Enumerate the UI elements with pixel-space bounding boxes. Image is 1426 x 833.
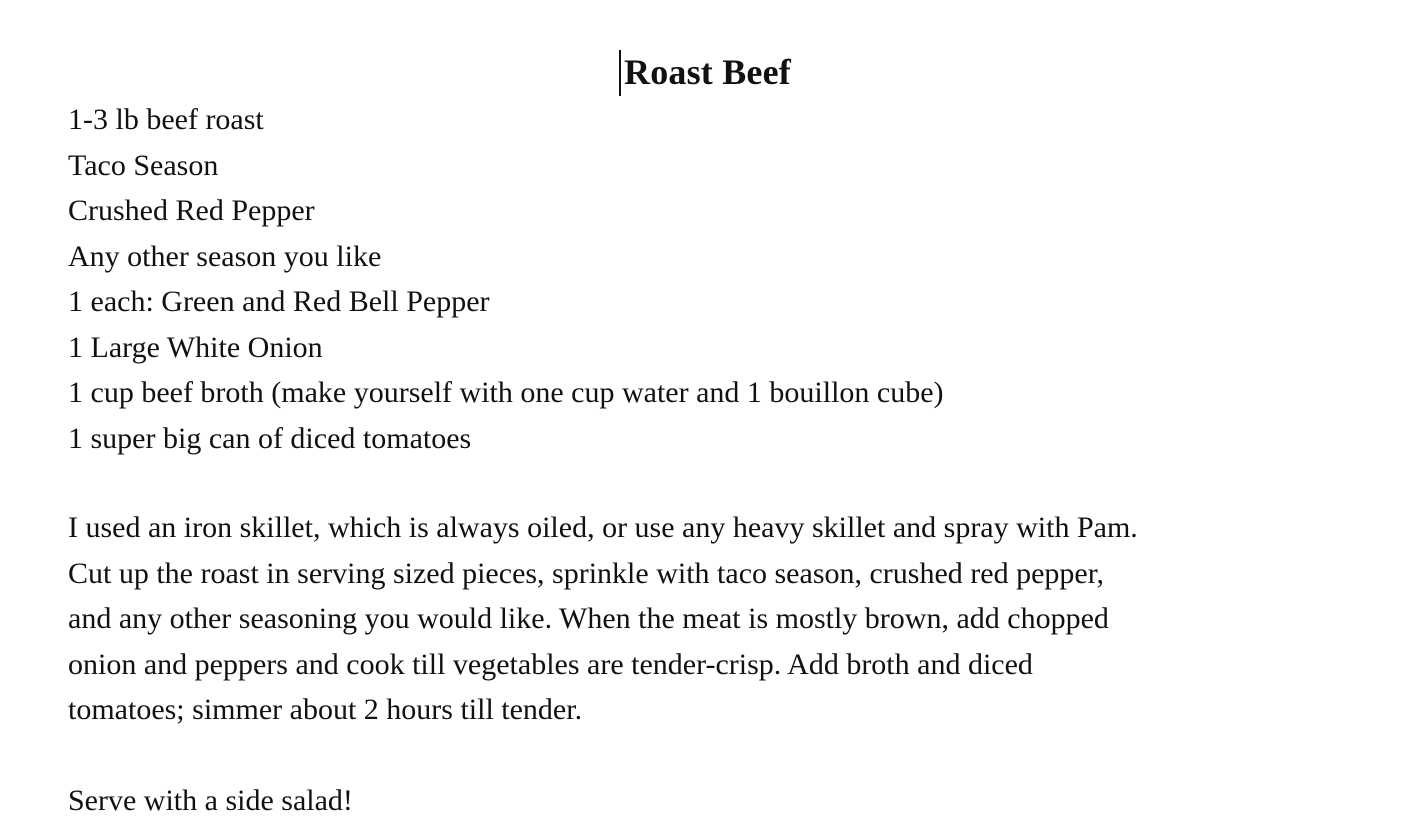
ingredient-item[interactable]: 1 Large White Onion — [68, 330, 323, 364]
ingredient-list — [68, 97, 944, 461]
instructions-line[interactable]: tomatoes; simmer about 2 hours till tender. — [68, 693, 583, 726]
instructions-line[interactable]: I used an iron skillet, which is always oiled, or use any heavy skillet and spray with Pam. — [68, 511, 1138, 544]
ingredient-item[interactable]: Any other season you like — [68, 239, 382, 273]
ingredient-item[interactable]: 1 super big can of diced tomatoes — [68, 421, 472, 455]
recipe-title[interactable]: Roast Beef — [624, 52, 791, 92]
instructions-paragraph — [68, 505, 1398, 733]
ingredient-item[interactable]: 1 each: Green and Red Bell Pepper — [68, 285, 490, 318]
ingredient-item[interactable]: 1-3 lb beef roast — [68, 103, 264, 136]
closing-note[interactable]: Serve with a side salad! — [68, 784, 353, 817]
ingredient-item[interactable]: Crushed Red Pepper — [68, 194, 315, 227]
instructions-line[interactable]: onion and peppers and cook till vegetables are tender-crisp. Add broth and diced — [68, 647, 1033, 681]
instructions-line[interactable]: Cut up the roast in serving sized pieces, sprinkle with taco season, crushed red pepper, — [68, 556, 1105, 590]
text-cursor — [619, 50, 621, 96]
ingredient-item[interactable]: 1 cup beef broth (make yourself with one cup water and 1 bouillon cube) — [68, 376, 944, 409]
ingredient-item[interactable]: Taco Season — [68, 148, 219, 182]
instructions-line[interactable]: and any other seasoning you would like. When the meat is mostly brown, add chopped — [68, 602, 1109, 635]
title-line — [0, 46, 1426, 102]
